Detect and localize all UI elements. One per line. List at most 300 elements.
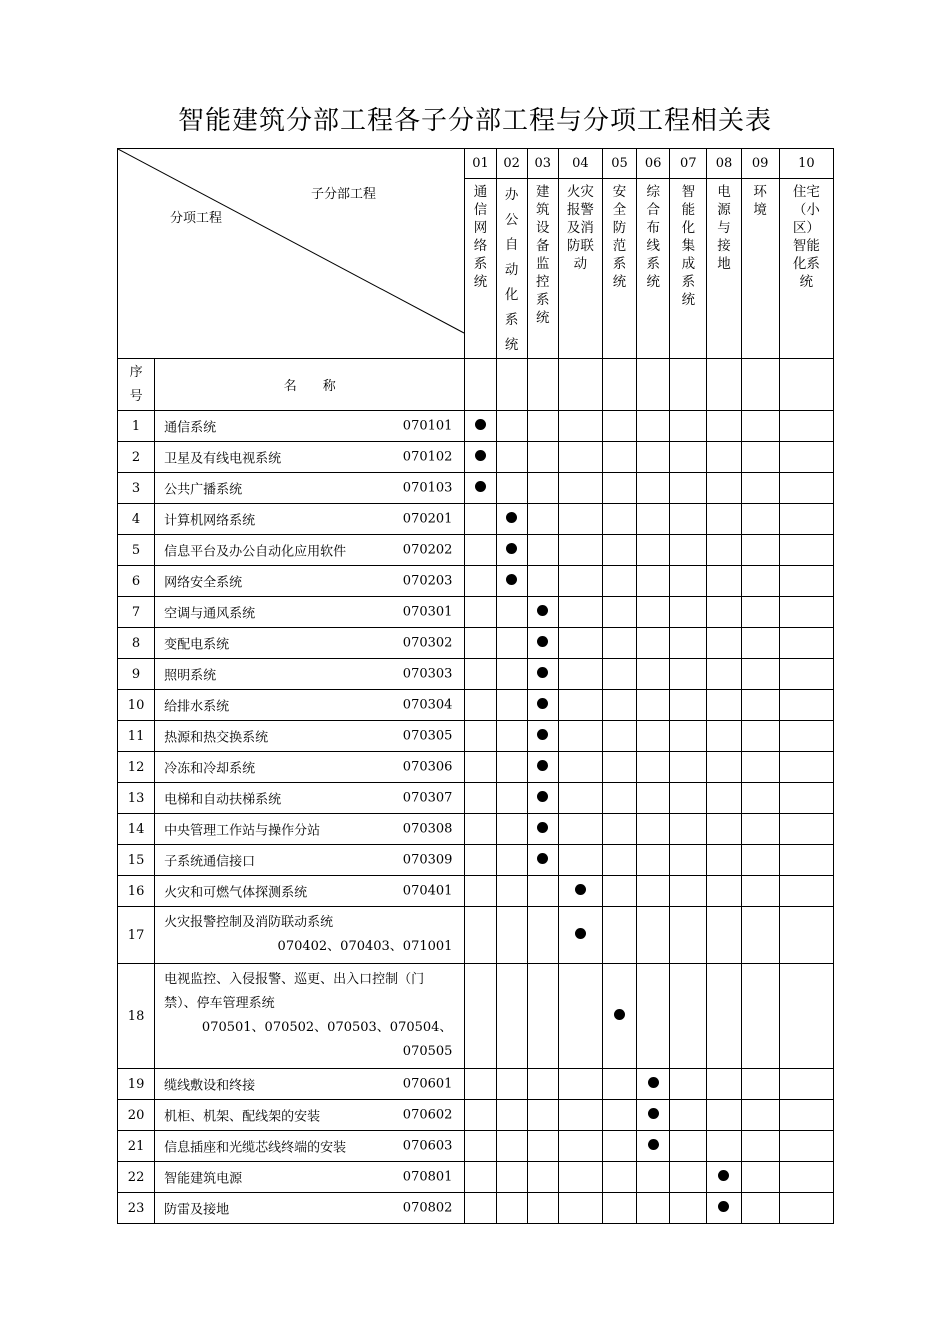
row-name: 信息插座和光缆芯线终端的安装 070603 bbox=[155, 1131, 465, 1162]
row-seq: 9 bbox=[118, 659, 155, 690]
sub-division-label: 子分部工程 bbox=[311, 187, 377, 202]
empty-cell bbox=[637, 690, 670, 721]
empty-cell bbox=[527, 1131, 558, 1162]
empty-cell bbox=[558, 1100, 602, 1131]
empty-cell bbox=[637, 473, 670, 504]
table-row bbox=[118, 442, 834, 473]
empty-cell bbox=[558, 504, 602, 535]
empty-cell bbox=[670, 876, 707, 907]
empty-cell bbox=[779, 473, 833, 504]
empty-cell bbox=[670, 721, 707, 752]
filled-dot-icon bbox=[575, 884, 586, 895]
row-name: 公共广播系统 070103 bbox=[155, 473, 465, 504]
empty-cell bbox=[465, 628, 496, 659]
empty-cell bbox=[707, 876, 741, 907]
empty-cell bbox=[602, 504, 636, 535]
empty-cell bbox=[741, 721, 779, 752]
empty-cell bbox=[602, 1069, 636, 1100]
empty-cell bbox=[496, 597, 527, 628]
mark-cell bbox=[496, 566, 527, 597]
filled-dot-icon bbox=[537, 791, 548, 802]
empty-cell bbox=[707, 1131, 741, 1162]
filled-dot-icon bbox=[537, 853, 548, 864]
empty-cell bbox=[741, 1069, 779, 1100]
empty-cell bbox=[527, 442, 558, 473]
empty-cell bbox=[602, 1162, 636, 1193]
row-name: 热源和热交换系统 070305 bbox=[155, 721, 465, 752]
table-row bbox=[118, 1193, 834, 1224]
empty-cell bbox=[741, 535, 779, 566]
empty-cell bbox=[558, 690, 602, 721]
empty-cell bbox=[558, 1162, 602, 1193]
empty-cell bbox=[670, 1069, 707, 1100]
empty-cell bbox=[465, 783, 496, 814]
empty-cell bbox=[707, 1069, 741, 1100]
column-code-06: 06 bbox=[637, 149, 670, 179]
filled-dot-icon bbox=[537, 729, 548, 740]
empty-cell bbox=[707, 783, 741, 814]
empty-cell bbox=[670, 597, 707, 628]
empty-cell bbox=[602, 411, 636, 442]
empty-cell bbox=[465, 907, 496, 964]
empty-cell bbox=[670, 1131, 707, 1162]
empty-cell bbox=[670, 814, 707, 845]
empty-cell bbox=[707, 628, 741, 659]
filled-dot-icon bbox=[537, 667, 548, 678]
empty-cell bbox=[558, 845, 602, 876]
empty-cell bbox=[779, 442, 833, 473]
row-seq: 12 bbox=[118, 752, 155, 783]
row-name: 防雷及接地 070802 bbox=[155, 1193, 465, 1224]
mark-cell bbox=[527, 783, 558, 814]
empty-cell bbox=[741, 566, 779, 597]
row-name: 电视监控、入侵报警、巡更、出入口控制（门 禁）、停车管理系统 070501、070502、070503、070504、070505 bbox=[155, 964, 465, 1069]
empty-cell bbox=[558, 721, 602, 752]
empty-cell bbox=[707, 907, 741, 964]
empty-cell bbox=[602, 907, 636, 964]
empty-cell bbox=[465, 566, 496, 597]
filled-dot-icon bbox=[537, 605, 548, 616]
empty-cell bbox=[602, 659, 636, 690]
empty-cell bbox=[637, 814, 670, 845]
empty-cell bbox=[637, 535, 670, 566]
row-name: 火灾报警控制及消防联动系统 070402、070403、071001 bbox=[155, 907, 465, 964]
empty-cell bbox=[779, 1069, 833, 1100]
row-seq: 22 bbox=[118, 1162, 155, 1193]
column-name-08: 电 源 与 接 地 bbox=[707, 179, 741, 359]
filled-dot-icon bbox=[475, 481, 486, 492]
empty-cell bbox=[602, 1193, 636, 1224]
empty-cell bbox=[707, 721, 741, 752]
filled-dot-icon bbox=[648, 1139, 659, 1150]
empty-cell bbox=[637, 442, 670, 473]
row-seq: 16 bbox=[118, 876, 155, 907]
row-seq: 7 bbox=[118, 597, 155, 628]
empty-cell bbox=[496, 721, 527, 752]
column-code-02: 02 bbox=[496, 149, 527, 179]
mark-cell bbox=[527, 721, 558, 752]
table-row bbox=[118, 1131, 834, 1162]
empty-cell bbox=[496, 814, 527, 845]
empty-cell bbox=[779, 907, 833, 964]
empty-cell bbox=[637, 566, 670, 597]
empty-cell bbox=[779, 1162, 833, 1193]
row-seq: 3 bbox=[118, 473, 155, 504]
correlation-table bbox=[117, 148, 834, 1224]
empty-cell bbox=[602, 628, 636, 659]
empty-cell bbox=[637, 752, 670, 783]
row-seq: 21 bbox=[118, 1131, 155, 1162]
diagonal-header-cell bbox=[118, 149, 465, 359]
empty-cell bbox=[558, 442, 602, 473]
empty-cell bbox=[741, 907, 779, 964]
row-seq: 5 bbox=[118, 535, 155, 566]
empty-cell bbox=[465, 721, 496, 752]
empty-cell bbox=[558, 814, 602, 845]
empty-cell bbox=[602, 690, 636, 721]
table-row bbox=[118, 690, 834, 721]
empty-cell bbox=[707, 752, 741, 783]
filled-dot-icon bbox=[506, 543, 517, 554]
filled-dot-icon bbox=[506, 512, 517, 523]
column-code-05: 05 bbox=[602, 149, 636, 179]
empty-cell bbox=[465, 1131, 496, 1162]
filled-dot-icon bbox=[537, 636, 548, 647]
empty-cell bbox=[527, 907, 558, 964]
empty-cell bbox=[741, 845, 779, 876]
empty-cell bbox=[707, 659, 741, 690]
filled-dot-icon bbox=[537, 760, 548, 771]
row-seq: 13 bbox=[118, 783, 155, 814]
empty-cell bbox=[670, 504, 707, 535]
empty-cell bbox=[779, 690, 833, 721]
empty-cell bbox=[602, 473, 636, 504]
empty-cell bbox=[670, 442, 707, 473]
empty-cell bbox=[779, 659, 833, 690]
mark-cell bbox=[496, 504, 527, 535]
column-name-05: 安 全 防 范 系 统 bbox=[602, 179, 636, 359]
empty-cell bbox=[602, 566, 636, 597]
filled-dot-icon bbox=[648, 1108, 659, 1119]
table-row bbox=[118, 411, 834, 442]
filled-dot-icon bbox=[537, 698, 548, 709]
empty-cell bbox=[465, 597, 496, 628]
empty-cell bbox=[602, 1100, 636, 1131]
empty-cell bbox=[465, 504, 496, 535]
empty-cell bbox=[741, 1193, 779, 1224]
empty-cell bbox=[527, 566, 558, 597]
row-name: 空调与通风系统 070301 bbox=[155, 597, 465, 628]
empty-cell bbox=[496, 1100, 527, 1131]
empty-cell bbox=[527, 964, 558, 1069]
empty-cell bbox=[496, 628, 527, 659]
column-name-02: 办 公 自 动 化 系 统 bbox=[496, 179, 527, 359]
empty-cell bbox=[670, 535, 707, 566]
empty-cell bbox=[741, 1162, 779, 1193]
row-name: 网络安全系统 070203 bbox=[155, 566, 465, 597]
row-name: 子系统通信接口 070309 bbox=[155, 845, 465, 876]
column-name-07: 智 能 化 集 成 系 统 bbox=[670, 179, 707, 359]
empty-cell bbox=[465, 876, 496, 907]
empty-cell bbox=[670, 1100, 707, 1131]
mark-cell bbox=[465, 473, 496, 504]
empty-cell bbox=[527, 504, 558, 535]
empty-cell bbox=[741, 597, 779, 628]
empty-cell bbox=[779, 597, 833, 628]
empty-cell bbox=[707, 690, 741, 721]
row-seq: 8 bbox=[118, 628, 155, 659]
empty-cell bbox=[707, 1100, 741, 1131]
empty-cell bbox=[558, 783, 602, 814]
empty-cell bbox=[465, 1100, 496, 1131]
table-row bbox=[118, 535, 834, 566]
empty-cell bbox=[637, 659, 670, 690]
mark-cell bbox=[602, 964, 636, 1069]
empty-cell bbox=[465, 845, 496, 876]
empty-cell bbox=[602, 1131, 636, 1162]
empty-cell bbox=[637, 1193, 670, 1224]
seq-header: 序 号 bbox=[118, 359, 155, 411]
row-name: 机柜、机架、配线架的安装 070602 bbox=[155, 1100, 465, 1131]
empty-cell bbox=[496, 1069, 527, 1100]
empty-cell bbox=[779, 964, 833, 1069]
table-row bbox=[118, 597, 834, 628]
empty-cell bbox=[707, 473, 741, 504]
empty-cell bbox=[741, 876, 779, 907]
column-name-10: 住宅 （小 区） 智能 化系 统 bbox=[779, 179, 833, 359]
mark-cell bbox=[637, 1100, 670, 1131]
empty-cell bbox=[496, 783, 527, 814]
mark-cell bbox=[527, 690, 558, 721]
empty-cell bbox=[527, 411, 558, 442]
empty-cell bbox=[602, 442, 636, 473]
filled-dot-icon bbox=[506, 574, 517, 585]
empty-cell bbox=[707, 964, 741, 1069]
empty-cell bbox=[602, 845, 636, 876]
row-seq: 1 bbox=[118, 411, 155, 442]
empty-cell bbox=[465, 964, 496, 1069]
diagonal-line bbox=[118, 149, 464, 351]
empty-cell bbox=[602, 721, 636, 752]
empty-cell bbox=[670, 845, 707, 876]
empty-cell bbox=[741, 1100, 779, 1131]
row-name: 电梯和自动扶梯系统 070307 bbox=[155, 783, 465, 814]
column-code-07: 07 bbox=[670, 149, 707, 179]
empty-cell bbox=[496, 442, 527, 473]
row-name: 照明系统 070303 bbox=[155, 659, 465, 690]
empty-cell bbox=[465, 690, 496, 721]
table-row bbox=[118, 473, 834, 504]
table-row bbox=[118, 504, 834, 535]
empty-cell bbox=[637, 411, 670, 442]
item-label: 分项工程 bbox=[170, 211, 223, 226]
empty-cell bbox=[670, 1193, 707, 1224]
empty-cell bbox=[496, 1162, 527, 1193]
empty-cell bbox=[670, 411, 707, 442]
filled-dot-icon bbox=[718, 1170, 729, 1181]
table-row bbox=[118, 876, 834, 907]
empty-cell bbox=[779, 721, 833, 752]
empty-cell bbox=[779, 566, 833, 597]
empty-cell bbox=[670, 964, 707, 1069]
filled-dot-icon bbox=[614, 1009, 625, 1020]
filled-dot-icon bbox=[648, 1077, 659, 1088]
empty-cell bbox=[637, 845, 670, 876]
empty-cell bbox=[558, 628, 602, 659]
column-name-09: 环 境 bbox=[741, 179, 779, 359]
table-row bbox=[118, 1069, 834, 1100]
empty-cell bbox=[779, 876, 833, 907]
empty-cell bbox=[707, 845, 741, 876]
empty-cell bbox=[558, 1193, 602, 1224]
empty-cell bbox=[496, 876, 527, 907]
empty-cell bbox=[670, 783, 707, 814]
table-row bbox=[118, 659, 834, 690]
empty-cell bbox=[558, 1131, 602, 1162]
row-seq: 2 bbox=[118, 442, 155, 473]
empty-cell bbox=[465, 752, 496, 783]
empty-cell bbox=[637, 504, 670, 535]
row-name: 智能建筑电源 070801 bbox=[155, 1162, 465, 1193]
empty-cell bbox=[496, 659, 527, 690]
empty-cell bbox=[637, 907, 670, 964]
empty-cell bbox=[670, 566, 707, 597]
row-name: 火灾和可燃气体探测系统 070401 bbox=[155, 876, 465, 907]
empty-cell bbox=[637, 876, 670, 907]
empty-cell bbox=[670, 907, 707, 964]
row-name: 冷冻和冷却系统 070306 bbox=[155, 752, 465, 783]
empty-cell bbox=[707, 566, 741, 597]
empty-cell bbox=[779, 1131, 833, 1162]
empty-cell bbox=[496, 1131, 527, 1162]
empty-cell bbox=[779, 752, 833, 783]
empty-cell bbox=[637, 721, 670, 752]
empty-cell bbox=[779, 535, 833, 566]
empty-cell bbox=[637, 783, 670, 814]
row-seq: 4 bbox=[118, 504, 155, 535]
column-code-04: 04 bbox=[558, 149, 602, 179]
empty-cell bbox=[670, 659, 707, 690]
empty-cell bbox=[558, 473, 602, 504]
name-header: 名 称 bbox=[155, 359, 465, 411]
empty-cell bbox=[558, 597, 602, 628]
empty-cell bbox=[602, 535, 636, 566]
table-row bbox=[118, 628, 834, 659]
empty-cell bbox=[741, 964, 779, 1069]
empty-cell bbox=[558, 566, 602, 597]
filled-dot-icon bbox=[475, 450, 486, 461]
table-row bbox=[118, 845, 834, 876]
row-name: 缆线敷设和终接 070601 bbox=[155, 1069, 465, 1100]
mark-cell bbox=[465, 442, 496, 473]
empty-cell bbox=[465, 1162, 496, 1193]
column-code-03: 03 bbox=[527, 149, 558, 179]
empty-cell bbox=[527, 1100, 558, 1131]
filled-dot-icon bbox=[718, 1201, 729, 1212]
empty-cell bbox=[558, 1069, 602, 1100]
mark-cell bbox=[707, 1162, 741, 1193]
empty-cell bbox=[779, 411, 833, 442]
mark-cell bbox=[558, 907, 602, 964]
table-row bbox=[118, 964, 834, 1069]
empty-cell bbox=[670, 473, 707, 504]
empty-cell bbox=[779, 1193, 833, 1224]
column-name-06: 综 合 布 线 系 统 bbox=[637, 179, 670, 359]
empty-cell bbox=[558, 659, 602, 690]
empty-cell bbox=[527, 473, 558, 504]
empty-cell bbox=[465, 659, 496, 690]
column-name-03: 建 筑 设 备 监 控 系 统 bbox=[527, 179, 558, 359]
empty-cell bbox=[707, 504, 741, 535]
row-seq: 19 bbox=[118, 1069, 155, 1100]
mark-cell bbox=[527, 845, 558, 876]
empty-cell bbox=[465, 535, 496, 566]
empty-cell bbox=[707, 411, 741, 442]
empty-cell bbox=[707, 442, 741, 473]
empty-cell bbox=[558, 535, 602, 566]
row-name: 通信系统 070101 bbox=[155, 411, 465, 442]
empty-cell bbox=[496, 690, 527, 721]
column-name-01: 通 信 网 络 系 统 bbox=[465, 179, 496, 359]
empty-cell bbox=[496, 1193, 527, 1224]
empty-cell bbox=[637, 597, 670, 628]
empty-cell bbox=[527, 876, 558, 907]
column-code-01: 01 bbox=[465, 149, 496, 179]
empty-cell bbox=[527, 1193, 558, 1224]
empty-cell bbox=[558, 411, 602, 442]
empty-cell bbox=[527, 1162, 558, 1193]
empty-cell bbox=[741, 628, 779, 659]
empty-cell bbox=[741, 1131, 779, 1162]
mark-cell bbox=[527, 628, 558, 659]
empty-cell bbox=[465, 814, 496, 845]
empty-cell bbox=[602, 876, 636, 907]
empty-cell bbox=[670, 752, 707, 783]
empty-cell bbox=[496, 964, 527, 1069]
mark-cell bbox=[637, 1131, 670, 1162]
mark-cell bbox=[527, 597, 558, 628]
row-name: 中央管理工作站与操作分站 070308 bbox=[155, 814, 465, 845]
empty-cell bbox=[496, 473, 527, 504]
table-row bbox=[118, 566, 834, 597]
mark-cell bbox=[465, 411, 496, 442]
column-code-10: 10 bbox=[779, 149, 833, 179]
empty-cell bbox=[670, 628, 707, 659]
row-seq: 18 bbox=[118, 964, 155, 1069]
empty-cell bbox=[602, 783, 636, 814]
table-row bbox=[118, 783, 834, 814]
row-seq: 14 bbox=[118, 814, 155, 845]
row-seq: 11 bbox=[118, 721, 155, 752]
row-seq: 10 bbox=[118, 690, 155, 721]
empty-cell bbox=[496, 907, 527, 964]
empty-cell bbox=[558, 964, 602, 1069]
empty-cell bbox=[741, 752, 779, 783]
empty-cell bbox=[779, 814, 833, 845]
empty-cell bbox=[741, 783, 779, 814]
column-code-09: 09 bbox=[741, 149, 779, 179]
table-row bbox=[118, 814, 834, 845]
empty-cell bbox=[741, 814, 779, 845]
mark-cell bbox=[496, 535, 527, 566]
empty-cell bbox=[602, 752, 636, 783]
empty-cell bbox=[496, 752, 527, 783]
empty-cell bbox=[496, 411, 527, 442]
empty-cell bbox=[779, 628, 833, 659]
empty-cell bbox=[465, 1069, 496, 1100]
row-seq: 15 bbox=[118, 845, 155, 876]
empty-cell bbox=[527, 1069, 558, 1100]
